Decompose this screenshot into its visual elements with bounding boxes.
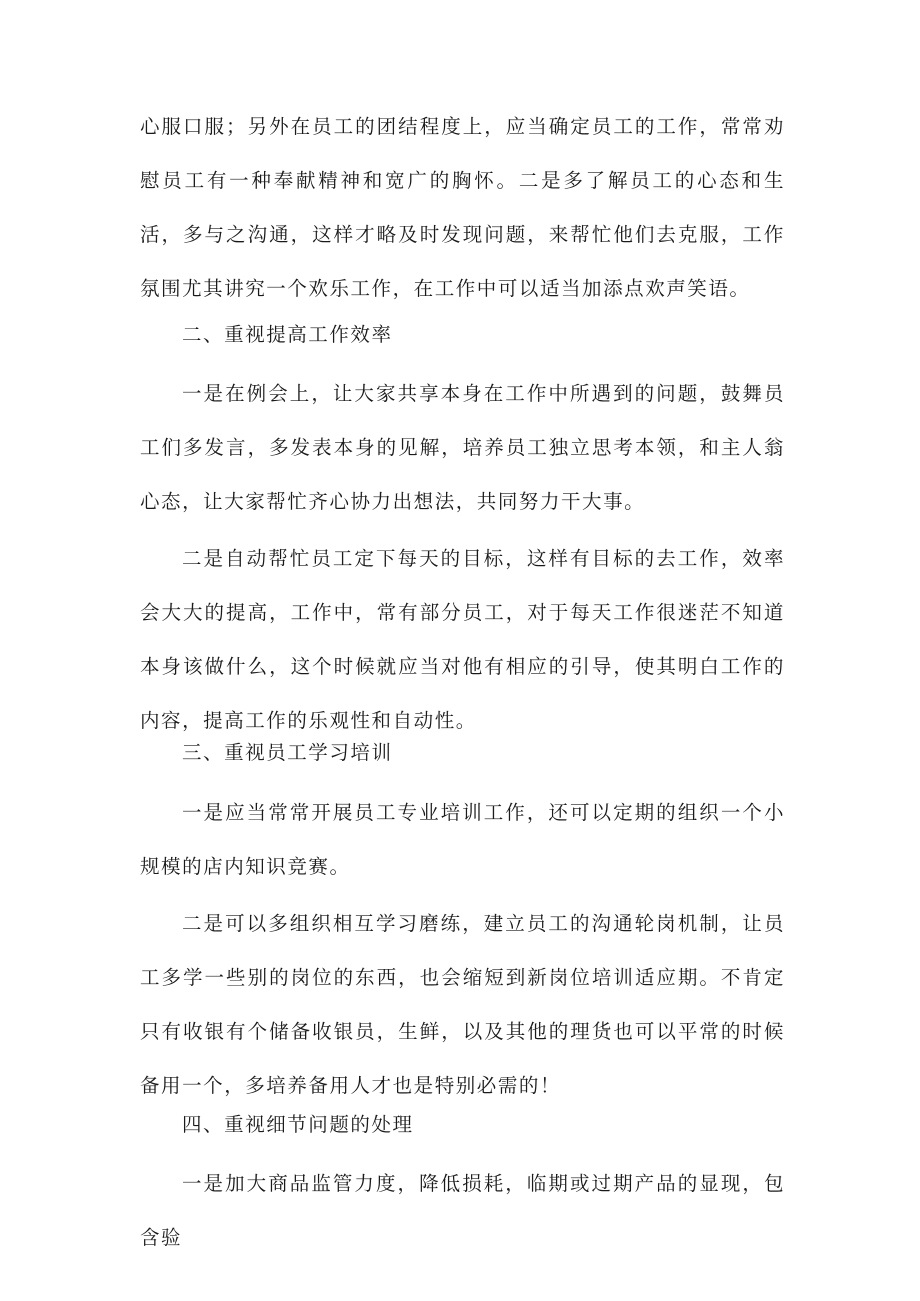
heading-detail-handling: 四、重视细节问题的处理 (182, 1113, 414, 1136)
paragraph-teamwork-continued: 心服口服；另外在员工的团结程度上，应当确定员工的工作，常常劝慰员工有一种奉献精神和宽广的胸怀。二是多了解员工的心态和生活，多与之沟通，这样才略及时发现问题，来帮忙他们去克服，工作氛围尤其讲究一个欢乐工作，在工作中可以适当加添点欢声笑语。 (140, 115, 785, 300)
heading-staff-training: 三、重视员工学习培训 (182, 741, 393, 764)
paragraph-professional-training: 一是应当常常开展员工专业培训工作，还可以定期的组织一个小规模的店内知识竞赛。 (140, 801, 785, 878)
paragraph-daily-goals: 二是自动帮忙员工定下每天的目标，这样有目标的去工作，效率会大大的提高，工作中，常有部分员工，对于每天工作很迷茫不知道本身该做什么，这个时候就应当对他有相应的引导，使其明白工作的内容，提高工作的乐观性和自动性。 (140, 547, 785, 732)
paragraph-product-supervision: 一是加大商品监管力度，降低损耗，临期或过期产品的显现，包含验 (140, 1172, 785, 1249)
heading-work-efficiency: 二、重视提高工作效率 (182, 323, 393, 346)
paragraph-job-rotation: 二是可以多组织相互学习磨练，建立员工的沟通轮岗机制，让员工多学一些别的岗位的东西，也会缩短到新岗位培训适应期。不肯定只有收银有个储备收银员，生鲜，以及其他的理货也可以平常的时候备用一个，多培养备用人才也是特别必需的！ (140, 912, 785, 1097)
paragraph-meeting-sharing: 一是在例会上，让大家共享本身在工作中所遇到的问题，鼓舞员工们多发言，多发表本身的见解，培养员工独立思考本领，和主人翁心态，让大家帮忙齐心协力出想法，共同努力干大事。 (140, 382, 785, 513)
